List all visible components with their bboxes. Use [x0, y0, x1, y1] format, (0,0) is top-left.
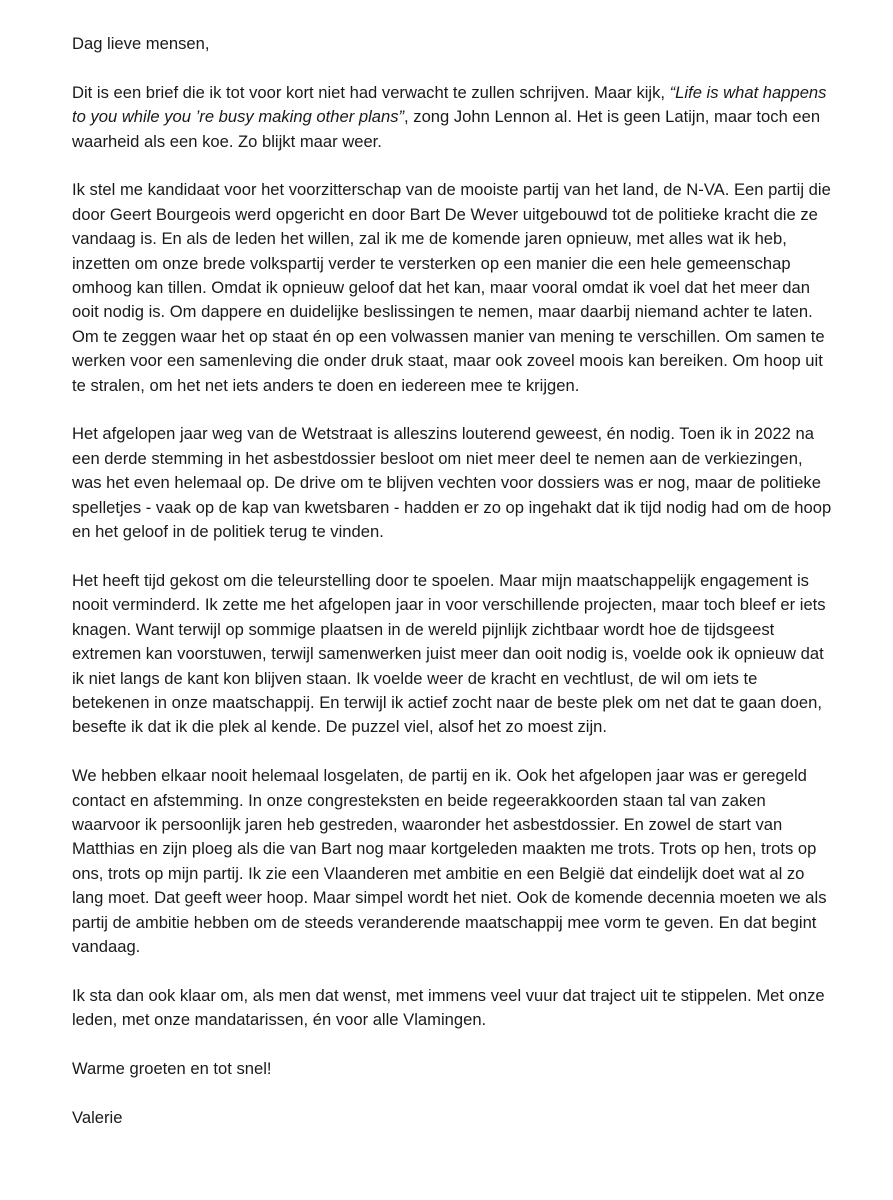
- paragraph-party: We hebben elkaar nooit helemaal losgelaten, de partij en ik. Ook het afgelopen jaar was er geregeld contact en afstemming. In onze congresteksten en beide regeerakkoorden staan tal van zaken waarvoor ik persoonlijk jaren heb gestreden, waaronder het asbestdossier. En zowel de start van Matthias en zijn ploeg als die van Bart nog maar kortgeleden maakten me trots. Trots op hen, trots op ons, trots op mijn partij. Ik zie een Vlaanderen met ambitie en een België dat eindelijk doet wat al zo lang moet. Dat geeft weer hoop. Maar simpel wordt het niet. Ook de komende decennia moeten we als partij de ambitie hebben om de steeds veranderende maatschappij mee vorm te geven. En dat begint vandaag.: [72, 766, 827, 956]
- paragraph-intro: [72, 81, 832, 154]
- letter-body: [72, 32, 832, 1155]
- salutation: Dag lieve mensen,: [72, 34, 210, 53]
- paragraph-candidacy: Ik stel me kandidaat voor het voorzitterschap van de mooiste partij van het land, de N-VA. Een partij die door Geert Bourgeois werd opgericht en door Bart De Wever uitgebouwd tot de politieke kracht die ze vandaag is. En als de leden het willen, zal ik me de komende jaren opnieuw, met alles wat ik heb, inzetten om onze brede volkspartij verder te versterken op een manier die een hele gemeenschap omhoog kan tillen. Omdat ik opnieuw geloof dat het kan, maar vooral omdat ik voel dat het meer dan ooit nodig is. Om dappere en duidelijke beslissingen te nemen, maar daarbij niemand achter te laten. Om te zeggen waar het op staat én op een volwassen manier van mening te verschillen. Om samen te werken voor een samenleving die onder druk staat, maar ook zoveel moois kan bereiken. Om hoop uit te stralen, om het net iets anders te doen en iedereen mee te krijgen.: [72, 180, 831, 395]
- signature: Valerie: [72, 1107, 123, 1127]
- paragraph-ready: Ik sta dan ook klaar om, als men dat wenst, met immens veel vuur dat traject uit te stippelen. Met onze leden, met onze mandatarissen, én voor alle Vlamingen.: [72, 985, 825, 1030]
- lennon-quote: “Life is what happens to you while you ’re busy making other plans”: [72, 82, 827, 127]
- intro-text: Dit is een brief die ik tot voor kort niet had verwacht te zullen schrijven. Maar kijk,: [72, 82, 670, 102]
- paragraph-engagement: Het heeft tijd gekost om die teleurstelling door te spoelen. Maar mijn maatschappelijk engagement is nooit verminderd. Ik zette me het afgelopen jaar in voor verschillende projecten, maar toch bleef er iets knagen. Want terwijl op sommige plaatsen in de wereld pijnlijk zichtbaar wordt hoe de tijdsgeest extremen kan voorstuwen, terwijl samenwerken juist meer dan ooit nodig is, voelde ook ik opnieuw dat ik niet langs de kant kon blijven staan. Ik voelde weer de kracht en vechtlust, de wil om iets te betekenen in onze maatschappij. En terwijl ik actief zocht naar de beste plek om net dat te gaan doen, besefte ik dat ik die plek al kende. De puzzel viel, alsof het zo moest zijn.: [72, 570, 826, 737]
- paragraph-past-year: Het afgelopen jaar weg van de Wetstraat is alleszins louterend geweest, én nodig. Toen ik in 2022 na een derde stemming in het asbestdossier besloot om niet meer deel te nemen aan de verkiezingen, was het even helemaal op. De drive om te blijven vechten voor dossiers was er nog, maar de politieke spelletjes - vaak op de kap van kwetsbaren - hadden er zo op ingehakt dat ik tijd nodig had om de hoop en het geloof in de politiek terug te vinden.: [72, 424, 832, 542]
- closing: Warme groeten en tot snel!: [72, 1058, 272, 1078]
- intro-text-end: , zong John Lennon al. Het is geen Latijn, maar toch een waarheid als een koe. Zo blijkt maar weer.: [72, 107, 821, 151]
